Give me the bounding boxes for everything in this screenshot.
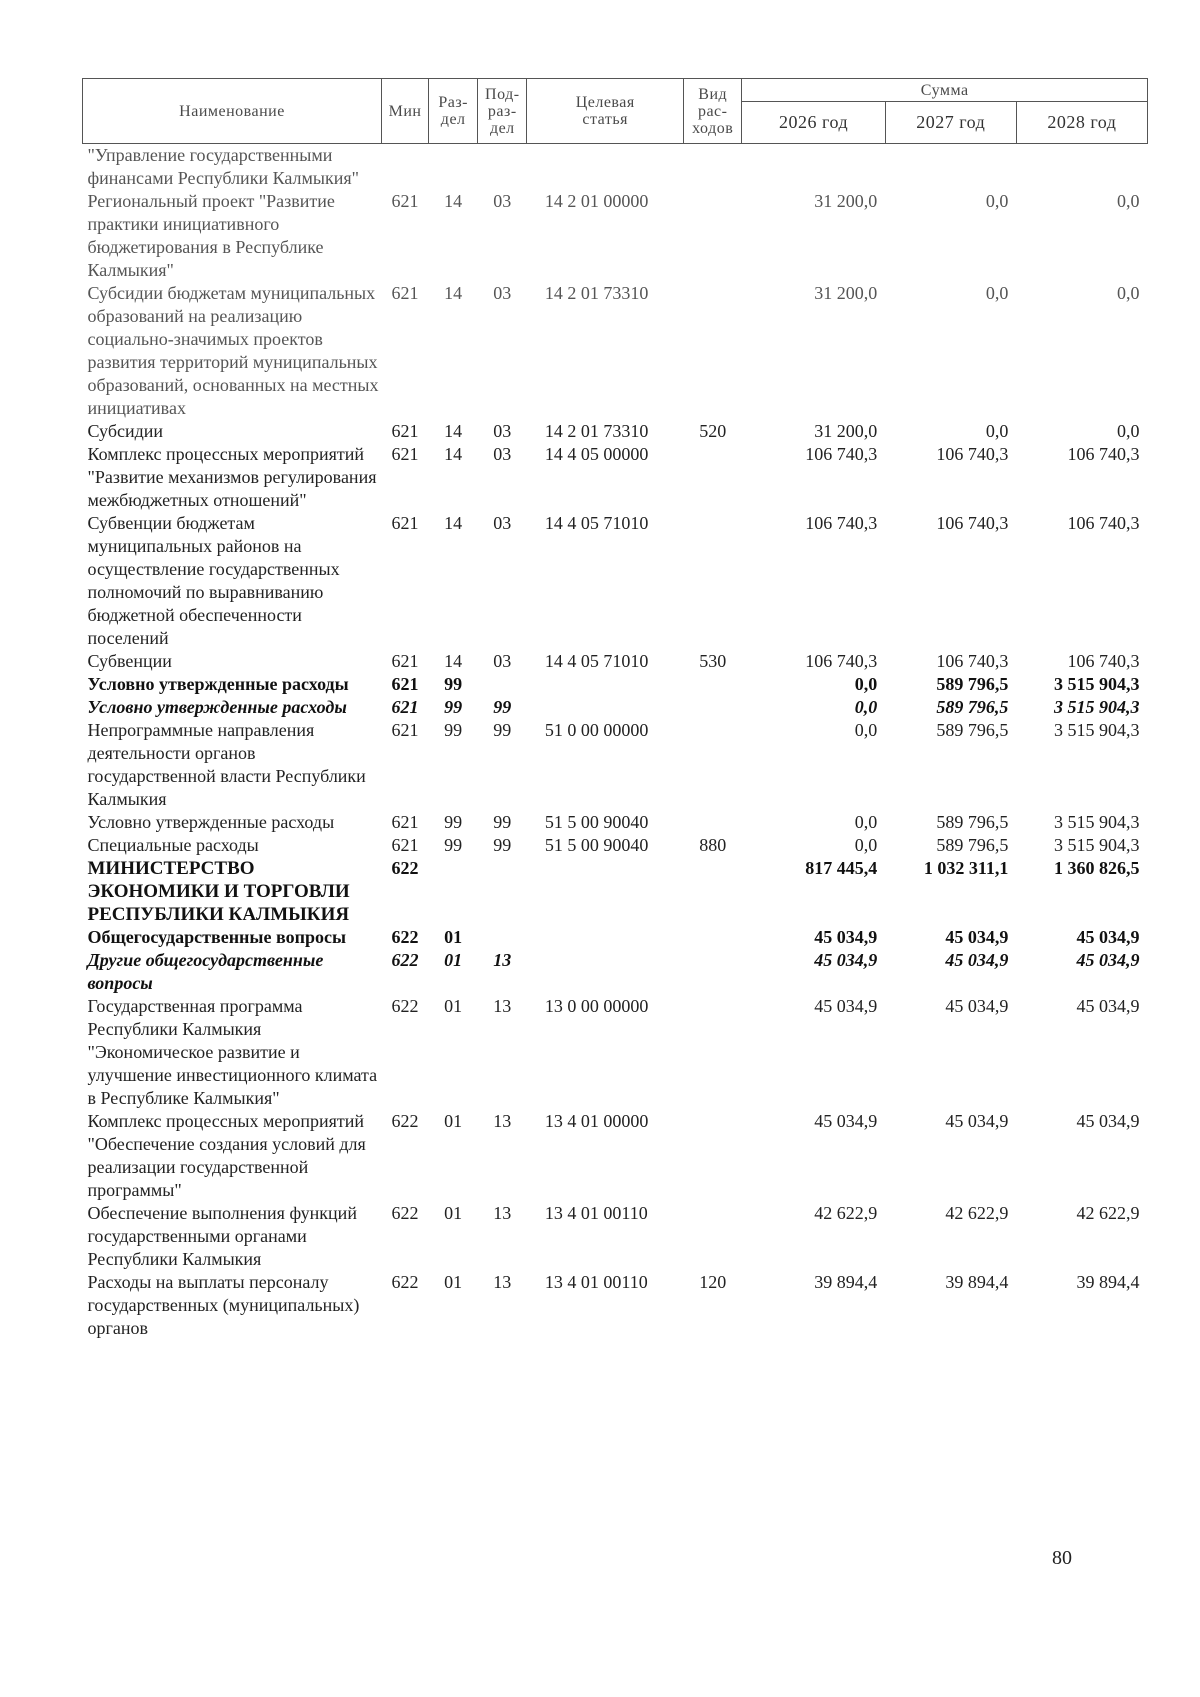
row-celevaya-statya: 14 4 05 71010 [544, 513, 649, 533]
header-min: Мин [382, 79, 429, 144]
row-sum-2028: 39 894,4 [1076, 1272, 1140, 1292]
row-sum-2028: 0,0 [1117, 283, 1140, 303]
row-min: 621 [391, 720, 419, 740]
row-celevaya-statya [527, 949, 684, 995]
row-podrazdel: 13 [493, 996, 512, 1016]
row-sum-2027: 106 740,3 [936, 444, 1009, 464]
row-razdel: 14 [444, 421, 463, 441]
table-body [83, 144, 1148, 1341]
row-razdel: 14 [444, 651, 463, 671]
row-celevaya-statya: 51 5 00 90040 [544, 835, 649, 855]
header-year-2028: 2028 год [1016, 102, 1147, 144]
table-row [83, 1110, 1148, 1202]
row-sum-2026: 106 740,3 [805, 513, 878, 533]
table-row [83, 995, 1148, 1110]
row-razdel: 14 [444, 191, 463, 211]
row-name: Региональный проект "Развитие практики инициативного бюджетирования в Республике Калмыкия" [87, 191, 335, 280]
header-name: Наименование [83, 79, 382, 144]
row-min: 621 [391, 513, 419, 533]
row-min: 622 [391, 927, 419, 947]
row-min: 621 [391, 191, 419, 211]
row-sum-2026: 0,0 [854, 697, 878, 717]
row-vid-rashodov [684, 282, 742, 420]
row-min: 622 [391, 1203, 419, 1223]
row-vid-rashodov [684, 995, 742, 1110]
row-min: 621 [391, 835, 419, 855]
row-razdel: 99 [444, 720, 463, 740]
row-vid-rashodov [684, 857, 742, 926]
row-podrazdel: 13 [493, 1272, 512, 1292]
table-header [83, 79, 1148, 144]
row-sum-2028: 45 034,9 [1076, 927, 1140, 947]
row-min: 621 [391, 697, 419, 717]
row-sum-2027: 589 796,5 [936, 697, 1009, 717]
row-celevaya-statya: 13 4 01 00110 [544, 1272, 648, 1292]
row-sum-2028: 106 740,3 [1067, 444, 1140, 464]
row-sum-2028: 0,0 [1117, 191, 1140, 211]
row-min: 621 [391, 421, 419, 441]
row-podrazdel: 03 [493, 283, 512, 303]
row-vid-rashodov: 120 [699, 1272, 727, 1292]
row-podrazdel [478, 926, 527, 949]
row-sum-2028: 45 034,9 [1076, 950, 1140, 970]
table-row [83, 190, 1148, 282]
row-podrazdel: 99 [493, 720, 512, 740]
row-sum-2027: 0,0 [985, 421, 1009, 441]
row-vid-rashodov [684, 719, 742, 811]
row-sum-2026: 106 740,3 [805, 651, 878, 671]
row-podrazdel [478, 673, 527, 696]
row-podrazdel: 03 [493, 651, 512, 671]
row-sum-2026: 31 200,0 [814, 283, 878, 303]
row-name: Государственная программа Республики Калмыкия "Экономическое развитие и улучшение инвестиционного климата в Республике Калмыкия" [87, 996, 378, 1108]
row-sum-2028: 3 515 904,3 [1054, 720, 1140, 740]
row-celevaya-statya: 13 4 01 00000 [544, 1111, 649, 1131]
row-min: 621 [391, 812, 419, 832]
row-name: Другие общегосударственные вопросы [87, 950, 324, 993]
row-min: 622 [391, 1272, 419, 1292]
row-sum-2026: 0,0 [854, 720, 878, 740]
row-sum-2027: 106 740,3 [936, 651, 1009, 671]
table-row [83, 719, 1148, 811]
row-razdel: 14 [444, 283, 463, 303]
row-sum-2026: 42 622,9 [814, 1203, 878, 1223]
row-vid-rashodov [684, 926, 742, 949]
row-name: Субвенции [87, 651, 172, 671]
row-sum-2027: 106 740,3 [936, 513, 1009, 533]
row-razdel [429, 144, 478, 191]
row-name: Обеспечение выполнения функций государственными органами Республики Калмыкия [87, 1203, 357, 1269]
row-razdel: 01 [444, 1272, 463, 1292]
row-sum-2026 [742, 144, 885, 191]
row-vid-rashodov [684, 443, 742, 512]
row-name: МИНИСТЕРСТВО ЭКОНОМИКИ И ТОРГОВЛИ РЕСПУБЛИКИ КАЛМЫКИЯ [87, 858, 350, 925]
row-razdel: 01 [444, 927, 463, 947]
row-celevaya-statya: 51 0 00 00000 [544, 720, 649, 740]
row-razdel [429, 857, 478, 926]
row-sum-2027 [885, 144, 1016, 191]
row-sum-2027: 0,0 [985, 283, 1009, 303]
header-celevaya: Целевая статья [527, 79, 684, 144]
row-name: Субсидии бюджетам муниципальных образований на реализацию социально-значимых проектов развития территорий муниципальных образований, основанных на местных инициативах [87, 283, 379, 418]
row-sum-2028: 3 515 904,3 [1054, 674, 1140, 694]
row-celevaya-statya: 14 4 05 71010 [544, 651, 649, 671]
row-min: 621 [391, 444, 419, 464]
row-sum-2028: 45 034,9 [1076, 1111, 1140, 1131]
table-row [83, 443, 1148, 512]
header-summa: Сумма [742, 79, 1148, 102]
row-sum-2027: 45 034,9 [945, 996, 1009, 1016]
row-vid-rashodov [684, 1202, 742, 1271]
table-row [83, 857, 1148, 926]
row-name: Комплекс процессных мероприятий "Обеспечение создания условий для реализации государственной программы" [87, 1111, 366, 1200]
row-min: 621 [391, 283, 419, 303]
row-sum-2028: 3 515 904,3 [1054, 697, 1140, 717]
row-vid-rashodov [684, 1110, 742, 1202]
row-vid-rashodov [684, 190, 742, 282]
row-min: 622 [391, 1111, 419, 1131]
budget-table [82, 78, 1148, 1340]
row-sum-2028: 3 515 904,3 [1054, 812, 1140, 832]
row-celevaya-statya: 13 4 01 00110 [544, 1203, 648, 1223]
row-vid-rashodov: 520 [699, 421, 727, 441]
row-razdel: 99 [444, 812, 463, 832]
row-sum-2027: 589 796,5 [936, 720, 1009, 740]
row-sum-2026: 39 894,4 [814, 1272, 878, 1292]
row-name: Расходы на выплаты персоналу государственных (муниципальных) органов [87, 1272, 360, 1338]
row-sum-2028: 0,0 [1117, 421, 1140, 441]
row-sum-2026: 106 740,3 [805, 444, 878, 464]
row-sum-2027: 589 796,5 [936, 835, 1009, 855]
row-podrazdel: 13 [493, 950, 512, 970]
row-razdel: 99 [444, 835, 463, 855]
header-year-2027: 2027 год [885, 102, 1016, 144]
row-sum-2026: 0,0 [854, 812, 878, 832]
row-razdel: 14 [444, 444, 463, 464]
row-name: Непрограммные направления деятельности органов государственной власти Республики Калмыкия [87, 720, 366, 809]
header-razdel: Раз- дел [429, 79, 478, 144]
row-sum-2027: 42 622,9 [945, 1203, 1009, 1223]
row-vid-rashodov [684, 696, 742, 719]
row-min: 622 [391, 858, 419, 878]
row-sum-2026: 45 034,9 [814, 927, 878, 947]
row-podrazdel: 13 [493, 1203, 512, 1223]
row-sum-2027: 589 796,5 [936, 812, 1009, 832]
row-podrazdel: 99 [493, 697, 512, 717]
row-celevaya-statya [527, 696, 684, 719]
row-razdel: 01 [444, 950, 463, 970]
page-number: 80 [1052, 1547, 1072, 1569]
table-row [83, 1271, 1148, 1340]
row-name: Условно утвержденные расходы [87, 697, 347, 717]
row-sum-2026: 817 445,4 [805, 858, 878, 878]
row-sum-2026: 0,0 [854, 674, 878, 694]
row-podrazdel: 03 [493, 191, 512, 211]
row-celevaya-statya: 14 4 05 00000 [544, 444, 649, 464]
row-sum-2028: 45 034,9 [1076, 996, 1140, 1016]
row-sum-2027: 1 032 311,1 [923, 858, 1009, 878]
row-celevaya-statya: 14 2 01 73310 [544, 421, 649, 441]
row-sum-2027: 45 034,9 [945, 1111, 1009, 1131]
header-vid: Вид рас- ходов [684, 79, 742, 144]
row-podrazdel: 03 [493, 513, 512, 533]
row-celevaya-statya: 13 0 00 00000 [544, 996, 649, 1016]
row-name: Субвенции бюджетам муниципальных районов на осуществление государственных полномочий по выравниванию бюджетной обеспеченности поселений [87, 513, 340, 648]
row-sum-2026: 45 034,9 [814, 950, 878, 970]
table-row [83, 420, 1148, 443]
row-vid-rashodov [684, 512, 742, 650]
row-sum-2027: 39 894,4 [945, 1272, 1009, 1292]
row-sum-2027: 0,0 [985, 191, 1009, 211]
table-row [83, 673, 1148, 696]
row-podrazdel: 99 [493, 835, 512, 855]
row-celevaya-statya [527, 926, 684, 949]
row-razdel: 99 [444, 674, 463, 694]
row-sum-2028: 106 740,3 [1067, 651, 1140, 671]
row-sum-2026: 45 034,9 [814, 996, 878, 1016]
row-razdel: 01 [444, 1203, 463, 1223]
table-row [83, 1202, 1148, 1271]
row-podrazdel [478, 144, 527, 191]
row-sum-2028: 106 740,3 [1067, 513, 1140, 533]
row-min: 621 [391, 674, 419, 694]
row-razdel: 01 [444, 1111, 463, 1131]
row-podrazdel: 13 [493, 1111, 512, 1131]
row-sum-2028: 3 515 904,3 [1054, 835, 1140, 855]
table-row [83, 696, 1148, 719]
row-sum-2028: 1 360 826,5 [1054, 858, 1140, 878]
row-sum-2026: 45 034,9 [814, 1111, 878, 1131]
row-vid-rashodov: 880 [699, 835, 727, 855]
row-min: 622 [391, 950, 419, 970]
row-sum-2027: 45 034,9 [945, 950, 1009, 970]
document-page [82, 78, 1148, 1340]
table-row [83, 811, 1148, 834]
row-razdel: 14 [444, 513, 463, 533]
row-razdel: 01 [444, 996, 463, 1016]
row-sum-2026: 31 200,0 [814, 191, 878, 211]
row-podrazdel: 03 [493, 421, 512, 441]
table-row [83, 949, 1148, 995]
row-name: Комплекс процессных мероприятий "Развитие механизмов регулирования межбюджетных отношений" [87, 444, 377, 510]
row-celevaya-statya: 51 5 00 90040 [544, 812, 649, 832]
row-podrazdel: 99 [493, 812, 512, 832]
row-vid-rashodov: 530 [699, 651, 727, 671]
row-name: Субсидии [87, 421, 164, 441]
header-podrazdel: Под- раз- дел [478, 79, 527, 144]
row-min: 622 [391, 996, 419, 1016]
row-celevaya-statya: 14 2 01 00000 [544, 191, 649, 211]
row-name: Условно утвержденные расходы [87, 812, 335, 832]
table-row [83, 834, 1148, 857]
row-vid-rashodov [684, 144, 742, 191]
row-podrazdel [478, 857, 527, 926]
table-row [83, 144, 1148, 191]
row-name: Общегосударственные вопросы [87, 927, 346, 947]
row-sum-2027: 45 034,9 [945, 927, 1009, 947]
row-name: "Управление государственными финансами Республики Калмыкия" [87, 145, 359, 188]
row-celevaya-statya [527, 144, 684, 191]
row-vid-rashodov [684, 673, 742, 696]
row-sum-2028: 42 622,9 [1076, 1203, 1140, 1223]
table-row [83, 512, 1148, 650]
row-name: Специальные расходы [87, 835, 259, 855]
row-razdel: 99 [444, 697, 463, 717]
row-sum-2027: 589 796,5 [936, 674, 1009, 694]
table-row [83, 650, 1148, 673]
row-vid-rashodov [684, 949, 742, 995]
table-row [83, 926, 1148, 949]
table-row [83, 282, 1148, 420]
row-vid-rashodov [684, 811, 742, 834]
row-celevaya-statya [527, 673, 684, 696]
row-celevaya-statya: 14 2 01 73310 [544, 283, 649, 303]
header-year-2026: 2026 год [742, 102, 885, 144]
row-celevaya-statya [527, 857, 684, 926]
row-sum-2026: 0,0 [854, 835, 878, 855]
row-min [382, 144, 429, 191]
row-sum-2026: 31 200,0 [814, 421, 878, 441]
row-sum-2028 [1016, 144, 1147, 191]
row-name: Условно утвержденные расходы [87, 674, 349, 694]
row-podrazdel: 03 [493, 444, 512, 464]
row-min: 621 [391, 651, 419, 671]
